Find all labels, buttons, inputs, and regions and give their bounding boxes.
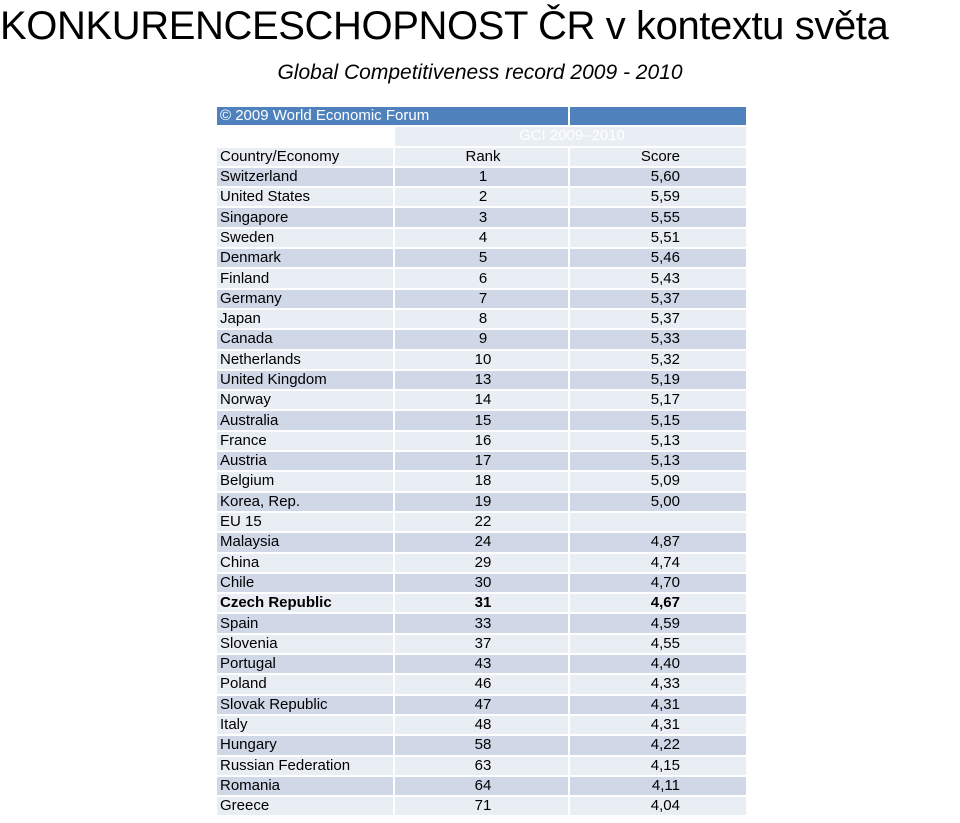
cell-score: 5,09 <box>570 472 748 492</box>
cell-rank: 47 <box>395 696 570 716</box>
cell-rank: 19 <box>395 493 570 513</box>
cell-score: 4,04 <box>570 797 748 817</box>
table-row <box>217 777 748 797</box>
cell-country: Switzerland <box>217 168 395 188</box>
cell-rank: 17 <box>395 452 570 472</box>
cell-score: 4,59 <box>570 614 748 634</box>
cell-score <box>570 513 748 533</box>
cell-country: Hungary <box>217 736 395 756</box>
cell-country: Belgium <box>217 472 395 492</box>
table-row <box>217 351 748 371</box>
cell-country: France <box>217 432 395 452</box>
table-group-header-row <box>217 127 748 147</box>
cell-rank: 24 <box>395 533 570 553</box>
cell-score: 5,43 <box>570 269 748 289</box>
table-row <box>217 432 748 452</box>
table-row <box>217 655 748 675</box>
table-row <box>217 472 748 492</box>
cell-rank: 29 <box>395 554 570 574</box>
table-source-row <box>217 107 748 127</box>
cell-rank: 2 <box>395 188 570 208</box>
cell-rank: 63 <box>395 757 570 777</box>
cell-country: Slovenia <box>217 635 395 655</box>
table-row <box>217 716 748 736</box>
cell-rank: 3 <box>395 208 570 228</box>
cell-rank: 5 <box>395 249 570 269</box>
cell-rank: 64 <box>395 777 570 797</box>
cell-score: 4,33 <box>570 675 748 695</box>
table-row <box>217 452 748 472</box>
cell-score: 5,46 <box>570 249 748 269</box>
column-header-country: Country/Economy <box>217 148 395 168</box>
cell-score: 5,13 <box>570 452 748 472</box>
cell-score: 4,55 <box>570 635 748 655</box>
cell-rank: 16 <box>395 432 570 452</box>
cell-score: 5,00 <box>570 493 748 513</box>
gci-table <box>217 107 748 817</box>
cell-score: 4,40 <box>570 655 748 675</box>
cell-country: Sweden <box>217 229 395 249</box>
cell-country: Malaysia <box>217 533 395 553</box>
cell-country: Austria <box>217 452 395 472</box>
cell-score: 5,37 <box>570 310 748 330</box>
table-group-header: GCI 2009–2010 <box>395 127 748 147</box>
cell-score: 4,22 <box>570 736 748 756</box>
cell-country: Norway <box>217 391 395 411</box>
cell-rank: 15 <box>395 411 570 431</box>
table-row <box>217 310 748 330</box>
cell-score: 4,70 <box>570 574 748 594</box>
cell-country: Italy <box>217 716 395 736</box>
cell-rank: 30 <box>395 574 570 594</box>
table-row <box>217 675 748 695</box>
cell-rank: 13 <box>395 371 570 391</box>
cell-rank: 71 <box>395 797 570 817</box>
cell-country: Romania <box>217 777 395 797</box>
cell-country: Denmark <box>217 249 395 269</box>
table-row <box>217 330 748 350</box>
cell-rank: 14 <box>395 391 570 411</box>
cell-rank: 43 <box>395 655 570 675</box>
table-row <box>217 290 748 310</box>
cell-country: Germany <box>217 290 395 310</box>
table-row <box>217 797 748 817</box>
cell-score: 4,74 <box>570 554 748 574</box>
cell-country: Korea, Rep. <box>217 493 395 513</box>
cell-country: Czech Republic <box>217 594 395 614</box>
cell-rank: 7 <box>395 290 570 310</box>
cell-rank: 8 <box>395 310 570 330</box>
table-row <box>217 574 748 594</box>
cell-score: 5,13 <box>570 432 748 452</box>
column-header-score: Score <box>570 148 748 168</box>
cell-score: 5,19 <box>570 371 748 391</box>
cell-country: Russian Federation <box>217 757 395 777</box>
cell-score: 5,37 <box>570 290 748 310</box>
cell-score: 5,59 <box>570 188 748 208</box>
table-row <box>217 249 748 269</box>
cell-rank: 1 <box>395 168 570 188</box>
table-row <box>217 411 748 431</box>
table-row <box>217 696 748 716</box>
cell-country: Chile <box>217 574 395 594</box>
cell-score: 5,15 <box>570 411 748 431</box>
cell-score: 4,67 <box>570 594 748 614</box>
cell-rank: 58 <box>395 736 570 756</box>
cell-country: United States <box>217 188 395 208</box>
cell-country: Spain <box>217 614 395 634</box>
cell-rank: 31 <box>395 594 570 614</box>
cell-country: United Kingdom <box>217 371 395 391</box>
table-row <box>217 371 748 391</box>
cell-rank: 37 <box>395 635 570 655</box>
table-column-header-row <box>217 148 748 168</box>
cell-country: EU 15 <box>217 513 395 533</box>
table-row <box>217 594 748 614</box>
table-row <box>217 391 748 411</box>
table-row <box>217 493 748 513</box>
cell-country: Australia <box>217 411 395 431</box>
column-header-rank: Rank <box>395 148 570 168</box>
table-row <box>217 554 748 574</box>
page-subtitle: Global Competitiveness record 2009 - 2010 <box>277 61 683 84</box>
cell-rank: 9 <box>395 330 570 350</box>
cell-score: 4,15 <box>570 757 748 777</box>
cell-score: 5,60 <box>570 168 748 188</box>
cell-country: Poland <box>217 675 395 695</box>
table-source: © 2009 World Economic Forum <box>217 107 570 127</box>
cell-country: Finland <box>217 269 395 289</box>
cell-score: 4,31 <box>570 716 748 736</box>
table-row <box>217 635 748 655</box>
cell-country: China <box>217 554 395 574</box>
table-row <box>217 269 748 289</box>
table-row <box>217 614 748 634</box>
cell-country: Canada <box>217 330 395 350</box>
cell-rank: 33 <box>395 614 570 634</box>
cell-country: Greece <box>217 797 395 817</box>
cell-rank: 22 <box>395 513 570 533</box>
table-row <box>217 513 748 533</box>
cell-rank: 4 <box>395 229 570 249</box>
table-row <box>217 208 748 228</box>
table-row <box>217 229 748 249</box>
cell-score: 5,51 <box>570 229 748 249</box>
cell-score: 4,31 <box>570 696 748 716</box>
cell-score: 4,87 <box>570 533 748 553</box>
cell-country: Netherlands <box>217 351 395 371</box>
table-row <box>217 736 748 756</box>
cell-score: 5,17 <box>570 391 748 411</box>
cell-country: Japan <box>217 310 395 330</box>
cell-rank: 46 <box>395 675 570 695</box>
cell-country: Slovak Republic <box>217 696 395 716</box>
cell-rank: 6 <box>395 269 570 289</box>
cell-rank: 18 <box>395 472 570 492</box>
table-row <box>217 188 748 208</box>
cell-country: Portugal <box>217 655 395 675</box>
cell-score: 5,32 <box>570 351 748 371</box>
cell-score: 5,33 <box>570 330 748 350</box>
page-title: KONKURENCESCHOPNOST ČR v kontextu světa <box>0 4 889 48</box>
table-group-header-blank <box>217 127 395 147</box>
table-row <box>217 533 748 553</box>
cell-score: 5,55 <box>570 208 748 228</box>
cell-score: 4,11 <box>570 777 748 797</box>
cell-rank: 48 <box>395 716 570 736</box>
table-row <box>217 168 748 188</box>
cell-country: Singapore <box>217 208 395 228</box>
cell-rank: 10 <box>395 351 570 371</box>
table-header-blank <box>570 107 748 127</box>
table-row <box>217 757 748 777</box>
